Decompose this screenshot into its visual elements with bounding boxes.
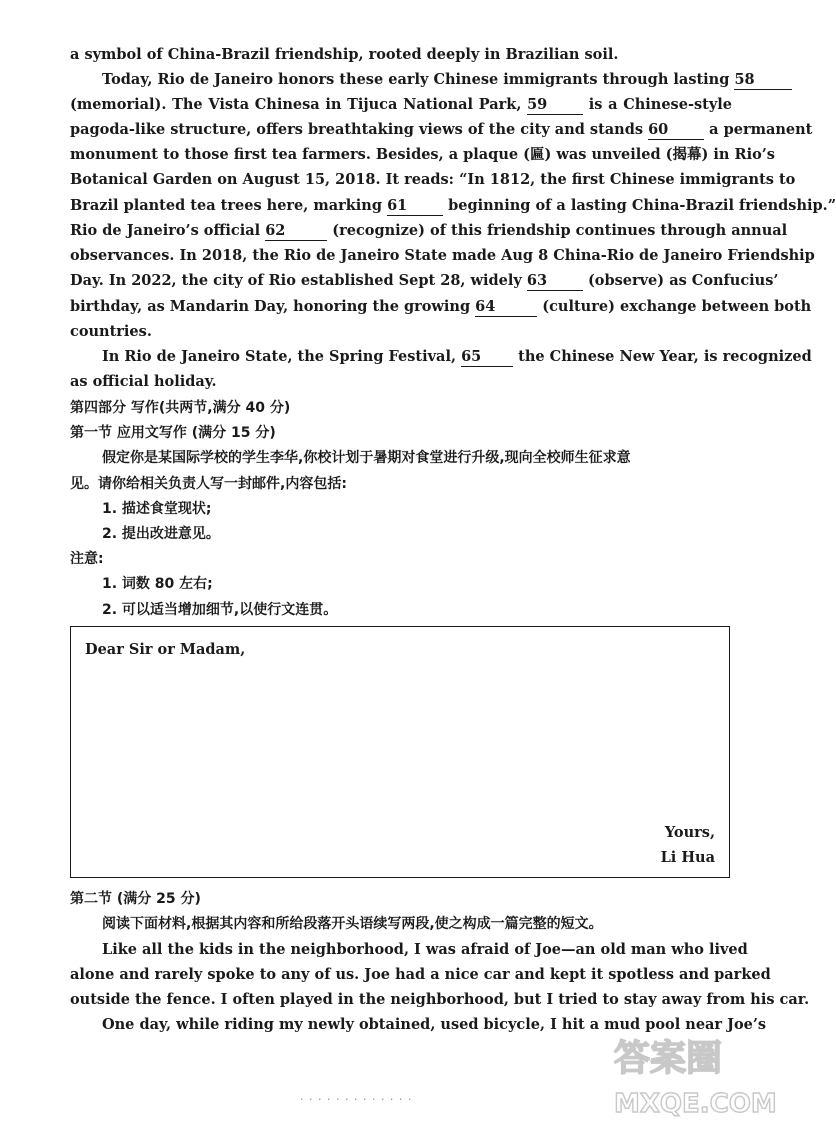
section-two-heading: 第二节 (满分 25 分) [70, 891, 201, 907]
task-item: 2. 提出改进意见。 [102, 526, 220, 542]
blank-64[interactable]: 64 [475, 298, 537, 317]
story-line: outside the fence. I often played in the neighborhood, but I tried to stay away from his car. [70, 991, 810, 1008]
passage-line: observances. In 2018, the Rio de Janeiro State made Aug 8 China-Rio de Janeiro Friendship [70, 247, 815, 264]
task-text: 假定你是某国际学校的学生李华,你校计划于暑期对食堂进行升级,现向全校师生征求意 [102, 450, 631, 466]
section-two-instructions: 阅读下面材料,根据其内容和所给段落开头语续写两段,使之构成一篇完整的短文。 [102, 916, 603, 932]
passage-line: Brazil planted tea trees here, marking 61 beginning of a lasting China-Brazil friendship.” [70, 197, 836, 214]
passage-line: (memorial). The Vista Chinesa in Tijuca National Park, 59 is a Chinese-style [70, 96, 732, 113]
task-item: 1. 描述食堂现状; [102, 501, 212, 517]
blank-61[interactable]: 61 [387, 197, 443, 216]
story-line: Like all the kids in the neighborhood, I was afraid of Joe—an old man who lived [102, 941, 748, 958]
passage-line: Rio de Janeiro’s official 62 (recognize) of this friendship continues through annual [70, 222, 788, 239]
blank-62[interactable]: 62 [265, 222, 327, 241]
letter-answer-box[interactable] [70, 626, 730, 878]
blank-59[interactable]: 59 [527, 96, 583, 115]
watermark-cn-text: 答案圈 [614, 1038, 723, 1079]
letter-greeting: Dear Sir or Madam, [85, 641, 246, 658]
passage-line: countries. [70, 323, 152, 340]
note-heading: 注意: [70, 551, 104, 567]
passage-line: pagoda-like structure, offers breathtaking views of the city and stands 60 a permanent [70, 121, 813, 138]
page-footer-faded: · · · · · · · · · · · · · [300, 1093, 413, 1106]
letter-signature: Li Hua [660, 849, 715, 866]
passage-line: In Rio de Janeiro State, the Spring Festival, 65 the Chinese New Year, is recognized [102, 348, 812, 365]
passage-line: Day. In 2022, the city of Rio established Sept 28, widely 63 (observe) as Confucius’ [70, 272, 779, 289]
blank-60[interactable]: 60 [648, 121, 704, 140]
watermark-logo [600, 1020, 780, 1120]
note-item: 1. 词数 80 左右; [102, 576, 213, 592]
story-line: One day, while riding my newly obtained, used bicycle, I hit a mud pool near Joe’s [102, 1016, 767, 1033]
passage-line: Botanical Garden on August 15, 2018. It reads: “In 1812, the first Chinese immigrants to [70, 171, 796, 188]
passage-line: monument to those first tea farmers. Besides, a plaque (匾) was unveiled (揭幕) in Rio’s [70, 146, 775, 163]
blank-65[interactable]: 65 [461, 348, 513, 367]
watermark-graphic [600, 1020, 780, 1120]
passage-line: a symbol of China-Brazil friendship, rooted deeply in Brazilian soil. [70, 46, 619, 63]
task-text: 见。请你给相关负责人写一封邮件,内容包括: [70, 476, 347, 492]
passage-line: Today, Rio de Janeiro honors these early Chinese immigrants through lasting 58 [102, 67, 732, 93]
passage-line: birthday, as Mandarin Day, honoring the growing 64 (culture) exchange between both [70, 298, 812, 315]
watermark-en-text: MXQE.COM [614, 1089, 777, 1119]
blank-63[interactable]: 63 [527, 272, 583, 291]
story-line: alone and rarely spoke to any of us. Joe had a nice car and kept it spotless and parked [70, 966, 771, 983]
passage-line: as official holiday. [70, 373, 217, 390]
part-four-heading: 第四部分 写作(共两节,满分 40 分) [70, 400, 291, 416]
note-item: 2. 可以适当增加细节,以使行文连贯。 [102, 602, 338, 618]
blank-58[interactable]: 58 [734, 71, 792, 90]
letter-closing: Yours, [664, 824, 715, 841]
section-one-heading: 第一节 应用文写作 (满分 15 分) [70, 425, 276, 441]
